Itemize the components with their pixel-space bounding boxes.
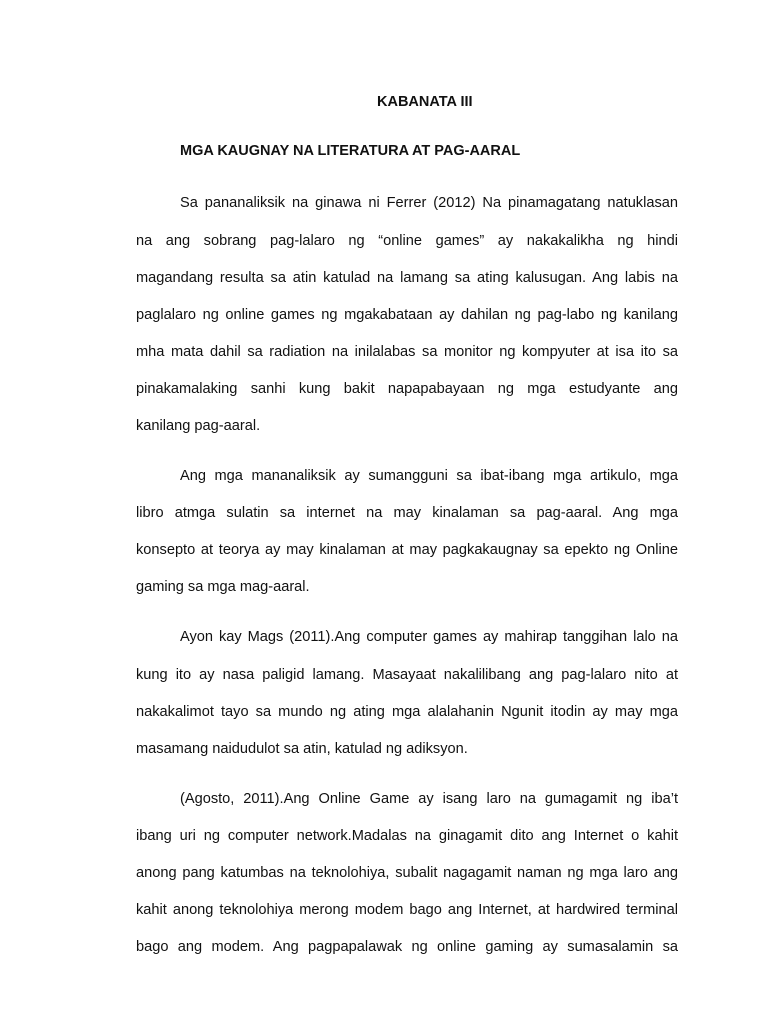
paragraph-3-line-1: Ayon kay Mags (2011).Ang computer games ay mahirap tanggihan lalo na (180, 629, 678, 645)
paragraph-2-line-3: konsepto at teorya ay may kinalaman at may pagkakaugnay sa epekto ng Online (136, 542, 678, 558)
paragraph-1-line-7: kanilang pag-aaral. (136, 418, 261, 434)
paragraph-4-line-3: anong pang katumbas na teknolohiya, subalit nagagamit naman ng mga laro ang (136, 865, 678, 881)
paragraph-3-line-3: nakakalimot tayo sa mundo ng ating mga alalahanin Ngunit itodin ay may mga (136, 704, 678, 720)
paragraph-1-line-2: na ang sobrang pag-lalaro ng “online games” ay nakakalikha ng hindi (136, 233, 678, 249)
paragraph-3-line-2: kung ito ay nasa paligid lamang. Masayaat nakalilibang ang pag-lalaro nito at (136, 667, 678, 683)
paragraph-3-line-4: masamang naidudulot sa atin, katulad ng adiksyon. (136, 741, 468, 757)
paragraph-4-line-1: (Agosto, 2011).Ang Online Game ay isang laro na gumagamit ng iba’t (180, 791, 678, 807)
paragraph-4-line-4: kahit anong teknolohiya merong modem bago ang Internet, at hardwired terminal (136, 902, 678, 918)
paragraph-2-line-2: libro atmga sulatin sa internet na may kinalaman sa pag-aaral. Ang mga (136, 505, 678, 521)
paragraph-1-line-6: pinakamalaking sanhi kung bakit napapabayaan ng mga estudyante ang (136, 381, 678, 397)
section-title: MGA KAUGNAY NA LITERATURA AT PAG-AARAL (180, 143, 521, 159)
paragraph-1-line-4: paglalaro ng online games ng mgakabataan ay dahilan ng pag-labo ng kanilang (136, 307, 678, 323)
paragraph-4-line-2: ibang uri ng computer network.Madalas na ginagamit dito ang Internet o kahit (136, 828, 678, 844)
paragraph-2-line-1: Ang mga mananaliksik ay sumangguni sa ibat-ibang mga artikulo, mga (180, 468, 678, 484)
chapter-title: KABANATA III (377, 94, 473, 110)
paragraph-2-line-4: gaming sa mga mag-aaral. (136, 579, 310, 595)
paragraph-1-line-1: Sa pananaliksik na ginawa ni Ferrer (2012) Na pinamagatang natuklasan (180, 195, 678, 211)
paragraph-1-line-3: magandang resulta sa atin katulad na lamang sa ating kalusugan. Ang labis na (136, 270, 678, 286)
paragraph-1-line-5: mha mata dahil sa radiation na inilalabas sa monitor ng kompyuter at isa ito sa (136, 344, 678, 360)
paragraph-4-line-5: bago ang modem. Ang pagpapalawak ng online gaming ay sumasalamin sa (136, 939, 678, 955)
